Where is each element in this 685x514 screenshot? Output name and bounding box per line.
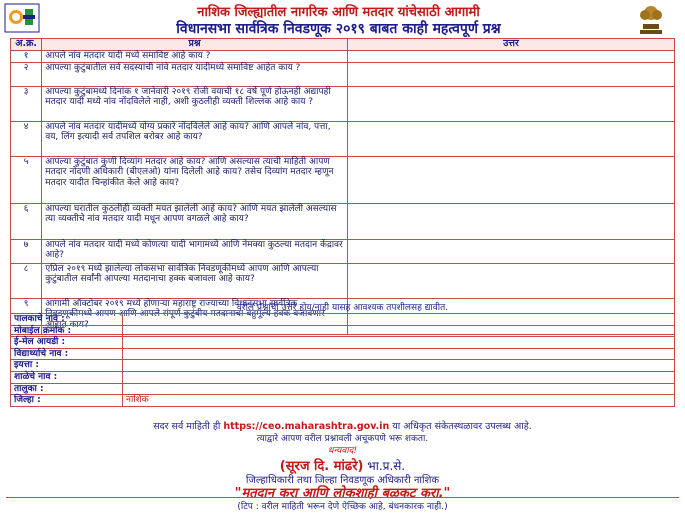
state-emblem-icon [636, 2, 666, 36]
question-number: ६ [11, 203, 42, 239]
answer-cell[interactable] [348, 121, 675, 156]
form-label: तालुका : [11, 383, 123, 395]
form-label: जिल्हा : [11, 395, 123, 407]
form-field[interactable] [123, 371, 675, 383]
col-header-answer: उत्तर [348, 39, 675, 51]
header-title-line1: नाशिक जिल्ह्यातील नागरिक आणि मतदार यांचेसाठी आगामी [197, 5, 480, 20]
question-number: २ [11, 62, 42, 86]
question-number: ३ [11, 86, 42, 121]
question-number: ८ [11, 263, 42, 298]
form-field[interactable] [123, 337, 675, 349]
table-header-row [11, 39, 675, 51]
form-field[interactable] [123, 360, 675, 372]
answer-cell[interactable] [348, 239, 675, 263]
question-number: ९ [11, 298, 42, 334]
form-label: इयत्ता : [11, 360, 123, 372]
table-row [11, 62, 675, 86]
form-row [11, 395, 675, 407]
question-text: आपल्या कुटुंबात कुणी दिव्यांग मतदार आहे काय? आणि असल्यास त्याची माहिती आपण मतदार नोंदणी अधिकारी (बीएलओ) यांना दिलेली आहे काय? तसेच दिव्यांग मतदार म्हणून मतदार यादीत चिन्हांकीत केले आहे काय? [42, 156, 348, 203]
form-row [11, 360, 675, 372]
details-form [10, 313, 675, 407]
instruction-note: वरील प्रश्नांची उत्तरे होय/नाही यासह आवश्यक तपशीलसह द्यावीत. [236, 303, 449, 313]
form-field[interactable]: नाशिक [123, 395, 675, 407]
form-row [11, 325, 675, 337]
question-number: ५ [11, 156, 42, 203]
thanks-text: धन्यवाद! [327, 446, 358, 456]
table-row [11, 121, 675, 156]
form-row [11, 383, 675, 395]
website-pre-text: सदर सर्व माहिती ही [153, 421, 221, 432]
website-post-text: या अधिकृत संकेतस्थळावर उपलब्ध आहे. [392, 421, 532, 432]
page-header [0, 0, 685, 38]
form-field[interactable] [123, 383, 675, 395]
col-header-number: अ.क्र. [11, 39, 42, 51]
question-text: आपल्या घरातील कुठलीही व्यक्ती मयत झालेली आहे काय? आणि मयत झालेली असल्यास त्या व्यक्तीचे नांव मतदार यादी मधून आपण वगळले आहे काय? [42, 203, 348, 239]
table-row [11, 50, 675, 62]
form-label: पालकाचे नाव : [11, 314, 123, 326]
signatory-name: (सूरज दि. मांढरे) [279, 459, 364, 474]
answer-cell[interactable] [348, 50, 675, 62]
voting-slogan: "मतदान करा आणि लोकशाही बळकट करा." [234, 486, 451, 501]
question-text: आगामी ऑक्टोबर २०१९ मध्ये होणाऱ्या महाराष्ट्र राज्याच्या विधानसभा सार्वत्रिक निवडणूकीमध्ये आपण आणि आपले संपूर्ण कुटुंबीय मतदानाचा बहुमूल्य हक्क बजावणार आहात काय? [42, 298, 348, 334]
answer-cell[interactable] [348, 156, 675, 203]
form-label: मोबाईल क्रमांक : [11, 325, 123, 337]
table-row [11, 239, 675, 263]
answer-cell[interactable] [348, 263, 675, 298]
question-text: आपले नांव मतदार यादी मध्ये कोणत्या यादी भागामध्ये आणि नेमक्या कुठल्या मतदान केंद्रावर आहे? [42, 239, 348, 263]
table-row [11, 86, 675, 121]
form-row [11, 371, 675, 383]
question-text: आपल्या कुटुंबातील सर्व सदस्यांची नांवे मतदार यादीमध्ये समाविष्ट आहेत काय ? [42, 62, 348, 86]
table-row [11, 263, 675, 298]
form-label: शाळेचे नाव : [11, 371, 123, 383]
form-label: ई-मेल आयडी : [11, 337, 123, 349]
question-number: ७ [11, 239, 42, 263]
signatory-designation: जिल्हाधिकारी तथा जिल्हा निवडणूक अधिकारी नाशिक [245, 475, 440, 486]
question-number: १ [11, 50, 42, 62]
question-text: आपले नांव मतदार यादीमध्ये योग्य प्रकारे नोंदविलेले आहे काय? आणि आपले नांव, पत्ता, वय, लिंग इत्यादी सर्व तपशिल बरोबर आहे काय? [42, 121, 348, 156]
question-text: आपले नांव मतदार यादी मध्ये समाविष्ट आहे काय ? [42, 50, 348, 62]
form-label: विद्यार्थ्याचे नाव : [11, 348, 123, 360]
fill-instruction: त्याद्वारे आपण वरील प्रश्नावली अचूकपणे भरू शकता. [256, 434, 429, 444]
question-number: ४ [11, 121, 42, 156]
answer-cell[interactable] [348, 203, 675, 239]
website-link[interactable]: https://ceo.maharashtra.gov.in [223, 421, 390, 432]
form-field[interactable] [123, 314, 675, 326]
form-row [11, 337, 675, 349]
header-title-line2: विधानसभा सार्वत्रिक निवडणूक २०१९ बाबत काही महत्वपूर्ण प्रश्न [176, 21, 501, 37]
form-row [11, 348, 675, 360]
table-row [11, 203, 675, 239]
question-text: एप्रिल २०१९ मध्ये झालेल्या लोकसभा सार्वत्रिक निवडणूकीमध्ये आपण आणि आपल्या कुटुंबातील सर्वांनी आपल्या मतदानाचा हक्क बजावला आहे काय? [42, 263, 348, 298]
form-field[interactable] [123, 348, 675, 360]
question-text: आपल्या कुटुंबामध्ये दिनांक १ जानेवारी २०१९ रोजी वयाची १८ वर्षे पूर्ण होऊनही अद्यापही मतदार यादी मध्ये नांव नोंदविलेले नाही, अशी कुठलीही व्यक्ती शिल्लक आहे काय ? [42, 86, 348, 121]
answer-cell[interactable] [348, 86, 675, 121]
answer-cell[interactable] [348, 62, 675, 86]
voting-hand-logo-icon [4, 3, 40, 33]
form-field[interactable] [123, 325, 675, 337]
questions-table [10, 38, 675, 335]
table-row [11, 156, 675, 203]
signatory-suffix: भा.प्र.से. [367, 459, 406, 473]
form-row [11, 314, 675, 326]
footer-tip: (टिप : वरील माहिती भरून देणे ऐच्छिक आहे, बंधनकारक नाही.) [6, 497, 679, 512]
col-header-question: प्रश्न [42, 39, 348, 51]
